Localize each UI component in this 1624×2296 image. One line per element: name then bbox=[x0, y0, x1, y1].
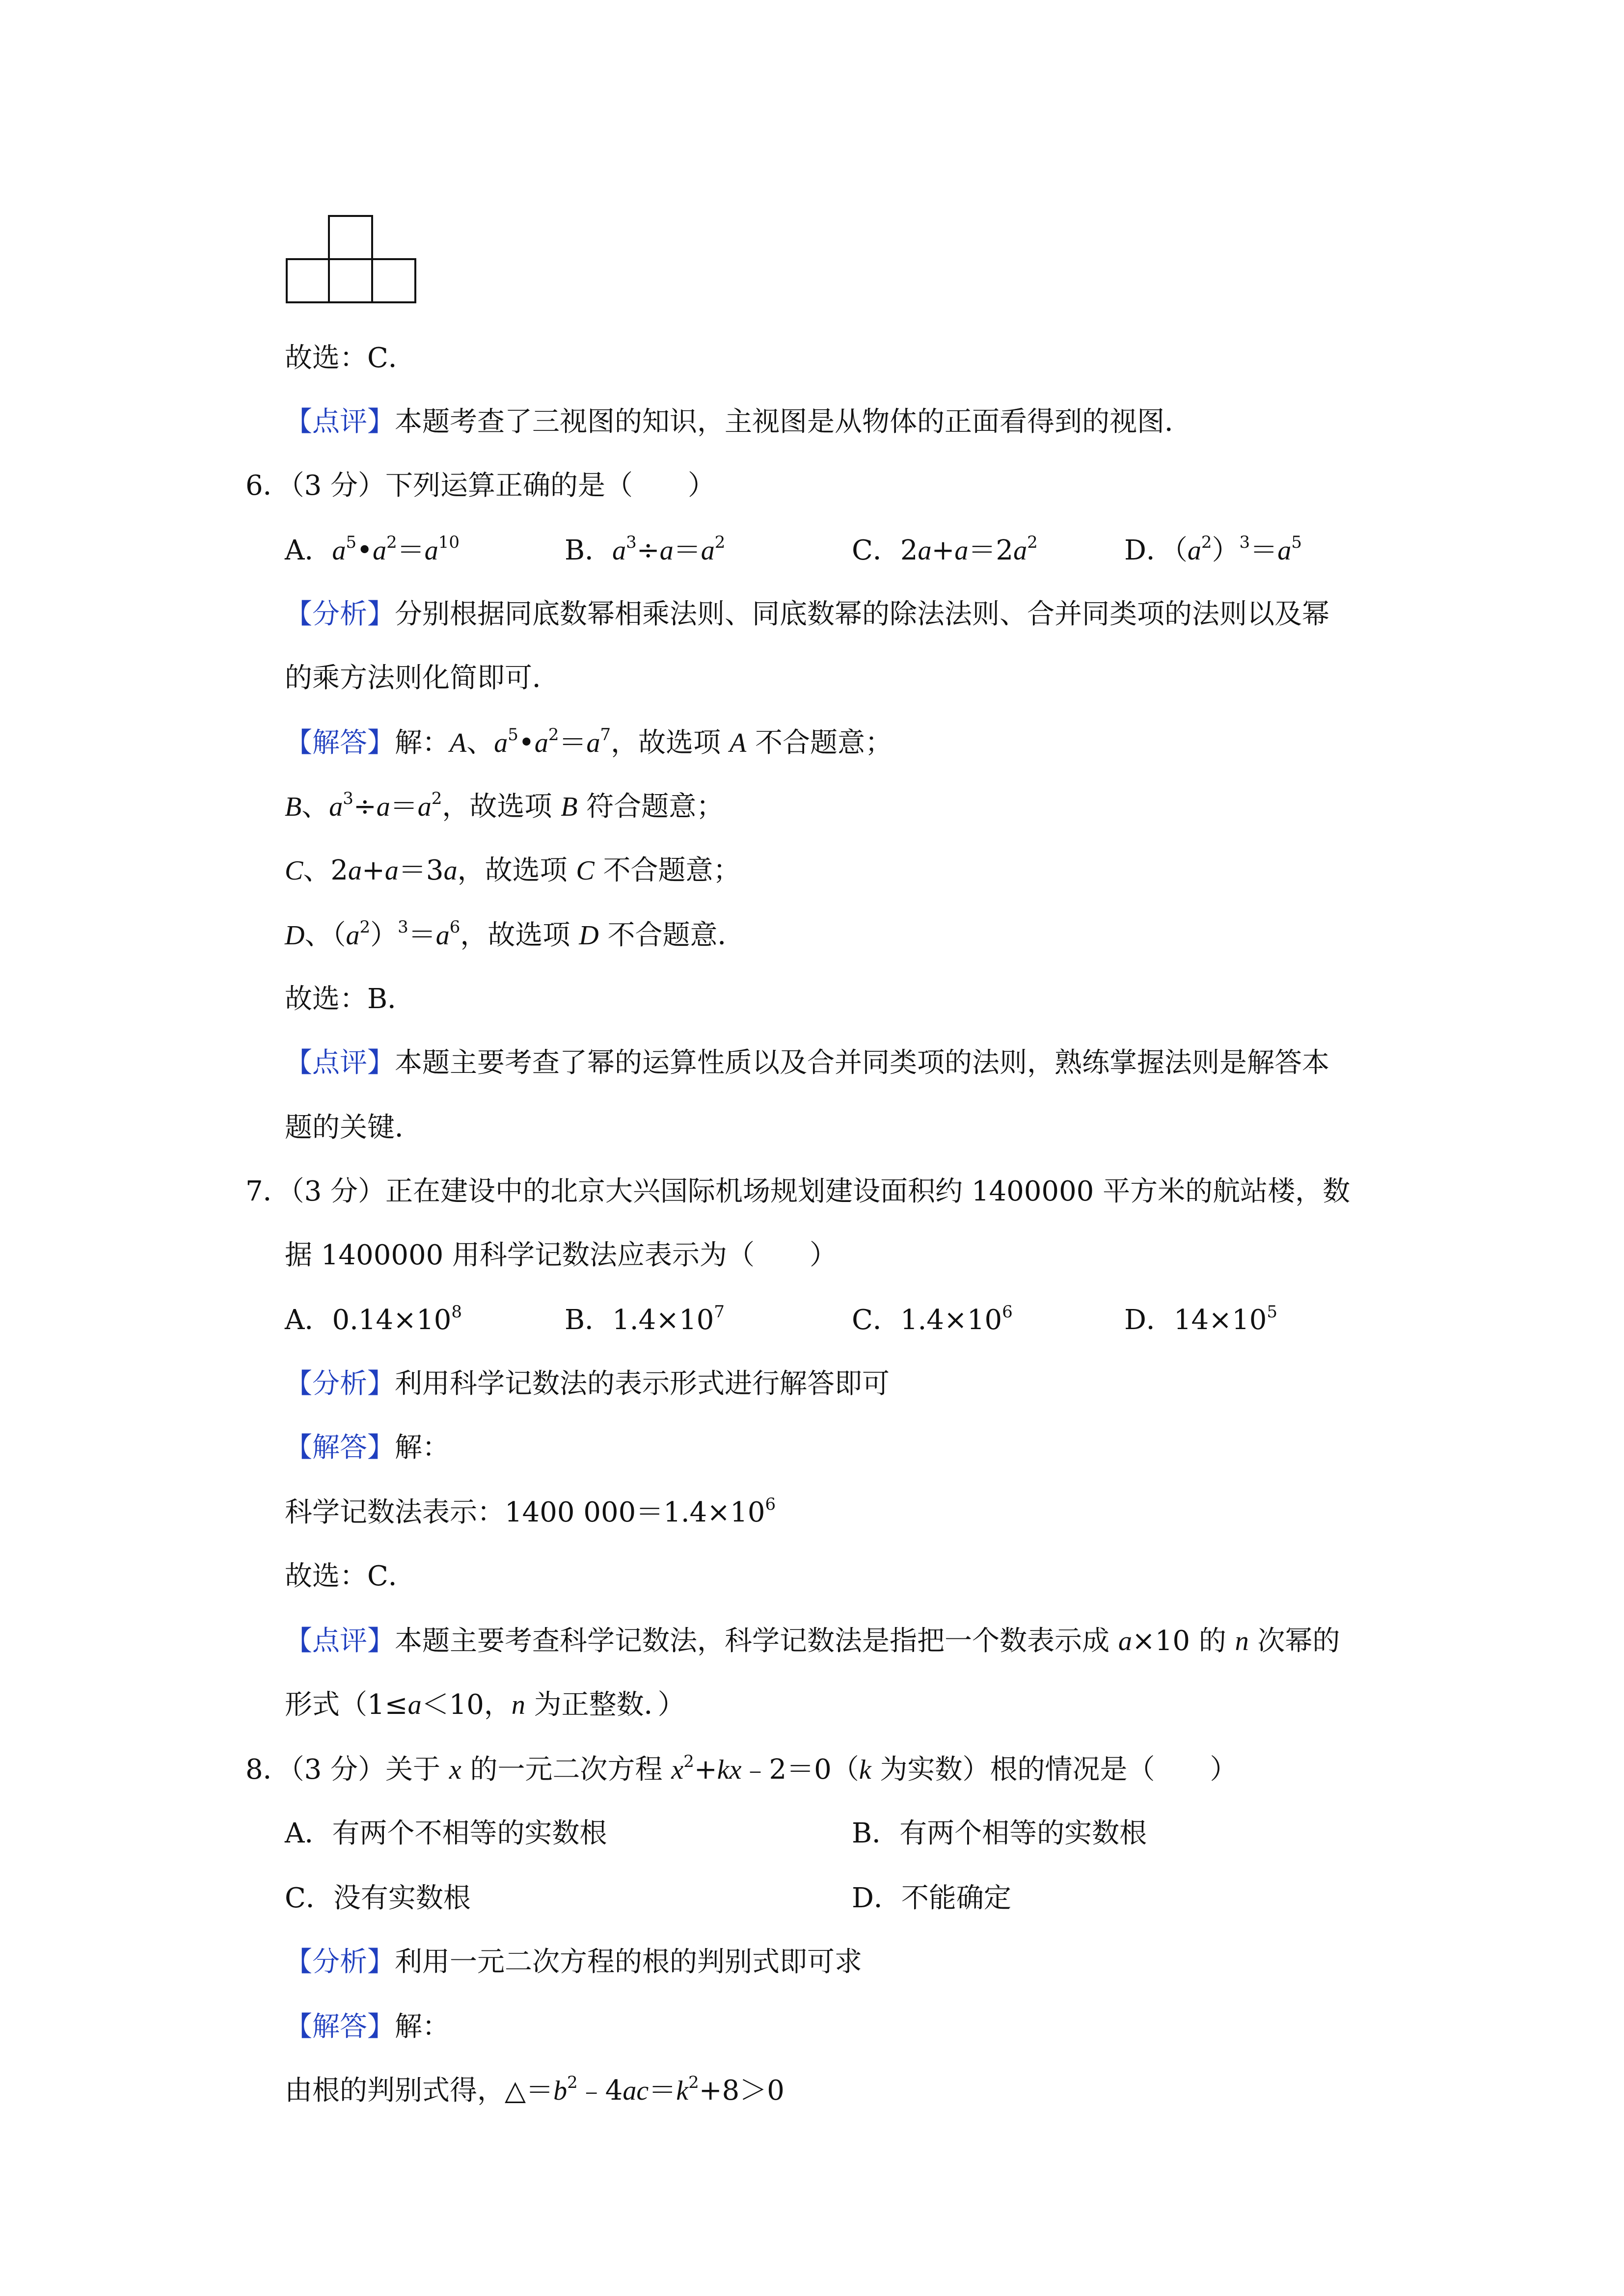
answer-tag: 【解答】 bbox=[285, 2011, 395, 2043]
q8-option-b: B．有两个相等的实数根 bbox=[852, 1817, 1147, 1849]
q6-stem: 6．（3 分）下列运算正确的是（ ） bbox=[245, 470, 716, 502]
bottom-right-square bbox=[372, 259, 415, 302]
q5-comment bbox=[285, 404, 1192, 440]
answer-tag: 【解答】 bbox=[285, 727, 395, 759]
analysis-tag: 【分析】 bbox=[285, 1368, 395, 1400]
q8-option-a: A．有两个不相等的实数根 bbox=[285, 1817, 607, 1849]
q7-option-a: A．$0.14\times 10^8$ bbox=[285, 1302, 462, 1336]
q8-stem: 8．（3 分）关于 x 的一元二次方程 $x^2+kx﹣2=0(k$ 为实数）根的情况是（ ） bbox=[245, 1752, 1238, 1786]
q6-answer-a: 【解答】解：A、$a^5•a^2=a^7$，故选项 A 不合题意； bbox=[285, 725, 893, 759]
q6-conclusion: 故选：B． bbox=[285, 983, 415, 1015]
q8-option-c: C．没有实数根 bbox=[285, 1882, 471, 1914]
q7-answer-step: 科学记数法表示：1400 $000=1.4\times 10^6$ bbox=[285, 1495, 776, 1528]
q7-option-c: C．$1.4\times 10^6$ bbox=[852, 1302, 1013, 1336]
q6-comment: 【点评】本题主要考查了幂的运算性质以及合并同类项的法则，熟练掌握法则是解答本 bbox=[285, 1047, 1329, 1079]
q5-conclusion: 故选：C． bbox=[285, 342, 416, 374]
q7-analysis: 【分析】利用科学记数法的表示形式进行解答即可 bbox=[285, 1368, 890, 1400]
q6-option-b: B．$a^3\div a=a^2$ bbox=[565, 533, 726, 566]
q7-option-d: D．$14\times 10^5$ bbox=[1124, 1302, 1277, 1336]
q7-stem-cont: 据 1400000 用科学记数法应表示为（ ） bbox=[285, 1239, 838, 1271]
q6-option-d: D．$(a^2)^3=a^5$ bbox=[1124, 533, 1302, 566]
q8-analysis: 【分析】利用一元二次方程的根的判别式即可求 bbox=[285, 1946, 862, 1978]
comment-text: 本题考查了三视图的知识，主视图是从物体的正面看得到的视图． bbox=[395, 406, 1192, 438]
analysis-tag: 【分析】 bbox=[285, 1946, 395, 1978]
q6-answer-d: D、$(a^2)^3=a^6$，故选项 D 不合题意． bbox=[285, 917, 745, 951]
q6-comment-cont: 题的关键． bbox=[285, 1112, 422, 1144]
q7-stem: 7．（3 分）正在建设中的北京大兴国际机场规划建设面积约 1400000 平方米的航站楼，数 bbox=[245, 1175, 1351, 1207]
q6-analysis: 【分析】分别根据同底数幂相乘法则、同底数幂的除法法则、合并同类项的法则以及幂 bbox=[285, 598, 1329, 630]
comment-tag: 【点评】 bbox=[285, 1047, 395, 1079]
analysis-tag: 【分析】 bbox=[285, 598, 395, 630]
answer-tag: 【解答】 bbox=[285, 1432, 395, 1464]
comment-tag: 【点评】 bbox=[285, 406, 395, 438]
q7-answer: 【解答】解： bbox=[285, 1432, 450, 1464]
top-square bbox=[329, 216, 372, 259]
q7-conclusion: 故选：C． bbox=[285, 1560, 416, 1592]
comment-tag: 【点评】 bbox=[285, 1625, 395, 1657]
front-view-figure bbox=[285, 214, 422, 307]
bottom-left-square bbox=[287, 259, 329, 302]
q6-answer-b: B、$a^3\div a=a^2$，故选项 B 符合题意； bbox=[285, 789, 724, 823]
q7-option-b: B．$1.4\times 10^7$ bbox=[565, 1302, 725, 1336]
q7-comment-cont: 形式（1≤a＜10，n 为正整数．） bbox=[285, 1689, 685, 1721]
q6-option-c: C．$2a+a=2a^2$ bbox=[852, 533, 1038, 566]
q6-analysis-cont: 的乘方法则化简即可． bbox=[285, 662, 560, 694]
q6-option-a: A．$a^5•a^2=a^{10}$ bbox=[285, 533, 460, 566]
q8-answer: 【解答】解： bbox=[285, 2011, 450, 2043]
q7-comment: 【点评】本题主要考查科学记数法，科学记数法是指把一个数表示成 a×10 的 n 次幂的 bbox=[285, 1625, 1340, 1657]
bottom-middle-square bbox=[329, 259, 372, 302]
q8-answer-step: 由根的判别式得，$\triangle=b^2﹣4ac=k^2+8>0$ bbox=[285, 2073, 785, 2107]
q8-option-d: D．不能确定 bbox=[852, 1882, 1011, 1914]
q6-answer-c: C、2a+a＝3a，故选项 C 不合题意； bbox=[285, 854, 741, 886]
